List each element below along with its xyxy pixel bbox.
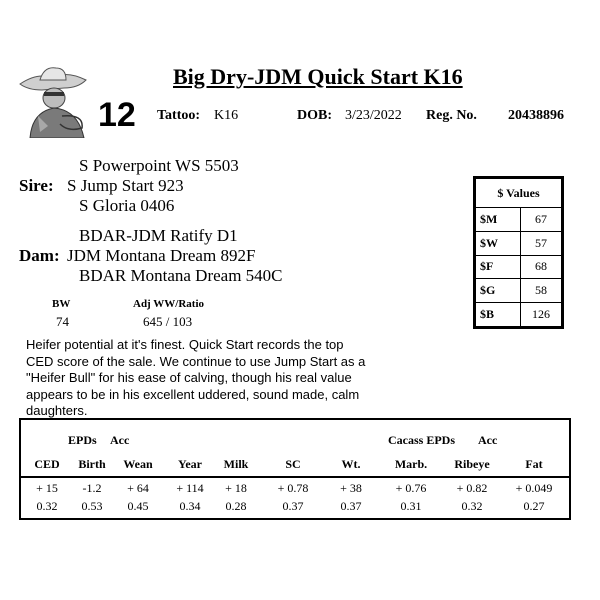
value-label: $M: [476, 208, 521, 232]
dollar-values-table: [473, 176, 564, 329]
epd-value: + 0.82: [456, 481, 488, 495]
epd-value: + 114: [176, 481, 204, 495]
sire-sire: S Powerpoint WS 5503: [79, 156, 239, 175]
epd-accuracy: 0.32: [36, 499, 58, 513]
dollar-values-header: $ Values: [476, 179, 562, 208]
bw-value: 74: [56, 314, 69, 329]
table-row: [476, 255, 562, 279]
reg-label: Reg. No.: [426, 108, 477, 123]
bw-label: BW: [52, 298, 71, 310]
epd-value: + 0.76: [395, 481, 427, 495]
dob-label: DOB:: [297, 108, 332, 123]
epd-divider: [19, 476, 571, 478]
sire-name: S Jump Start 923: [67, 176, 184, 195]
lot-number: 12: [98, 96, 136, 134]
epd-value: + 38: [340, 481, 362, 495]
epd-column-header: SC: [285, 457, 301, 471]
epd-accuracy: 0.34: [179, 499, 201, 513]
epd-accuracy: 0.28: [225, 499, 247, 513]
dob-value: 3/23/2022: [345, 108, 402, 123]
epd-column-header: Milk: [223, 457, 249, 471]
value-cell: 67: [521, 208, 562, 232]
description-text: Heifer potential at it's finest. Quick Start records the top CED score of the sale. We continue to use Jump Start as a "Heifer Bull" for his ease of calving, though his real value appears to be in his excellent uddered, sound made, calm daughters.: [26, 337, 366, 418]
epd-accuracy: 0.53: [81, 499, 103, 513]
epd-column-header: Marb.: [394, 457, 428, 471]
tattoo-label: Tattoo:: [157, 108, 201, 123]
carcass-group-acc: Acc: [478, 433, 498, 447]
epd-value: -1.2: [82, 481, 102, 495]
page-title: Big Dry-JDM Quick Start K16: [173, 64, 463, 89]
table-row: [476, 303, 562, 327]
reg-value: 20438896: [508, 108, 564, 123]
adj-ww-value: 645 / 103: [143, 314, 193, 329]
epd-value: + 0.78: [277, 481, 309, 495]
sire-dam: S Gloria 0406: [79, 196, 175, 215]
table-row: [476, 279, 562, 303]
epd-accuracy: 0.37: [340, 499, 362, 513]
value-cell: 57: [521, 231, 562, 255]
epd-accuracy: 0.37: [282, 499, 304, 513]
value-cell: 126: [521, 303, 562, 327]
value-cell: 58: [521, 279, 562, 303]
tattoo-value: K16: [214, 108, 239, 123]
value-label: $G: [476, 279, 521, 303]
epd-group-acc: Acc: [110, 433, 130, 447]
epd-accuracy: 0.27: [523, 499, 545, 513]
dam-label: Dam:: [19, 246, 60, 265]
table-row: [476, 208, 562, 232]
value-label: $F: [476, 255, 521, 279]
epd-group-label: EPDs: [68, 433, 97, 447]
table-row: [476, 231, 562, 255]
adj-ww-label: Adj WW/Ratio: [133, 298, 204, 310]
value-label: $B: [476, 303, 521, 327]
sire-label: Sire:: [19, 176, 54, 195]
epd-column-header: Birth: [78, 457, 106, 471]
epd-column-header: Wean: [123, 457, 153, 471]
carcass-group-label: Cacass EPDs: [388, 433, 456, 447]
epd-accuracy: 0.45: [127, 499, 149, 513]
epd-column-header: CED: [34, 457, 60, 471]
epd-accuracy: 0.31: [400, 499, 422, 513]
epd-column-header: Ribeye: [454, 457, 490, 471]
epd-value: + 18: [225, 481, 247, 495]
epd-column-header: Fat: [525, 457, 543, 471]
epd-value: + 15: [36, 481, 58, 495]
value-label: $W: [476, 231, 521, 255]
cowboy-logo: [18, 66, 88, 138]
dam-name: JDM Montana Dream 892F: [67, 246, 256, 265]
epd-column-header: Year: [178, 457, 202, 471]
epd-value: + 64: [127, 481, 149, 495]
epd-accuracy: 0.32: [461, 499, 483, 513]
dam-sire: BDAR-JDM Ratify D1: [79, 226, 238, 245]
value-cell: 68: [521, 255, 562, 279]
dam-dam: BDAR Montana Dream 540C: [79, 266, 283, 285]
epd-column-header: Wt.: [341, 457, 361, 471]
epd-value: + 0.049: [515, 481, 553, 495]
